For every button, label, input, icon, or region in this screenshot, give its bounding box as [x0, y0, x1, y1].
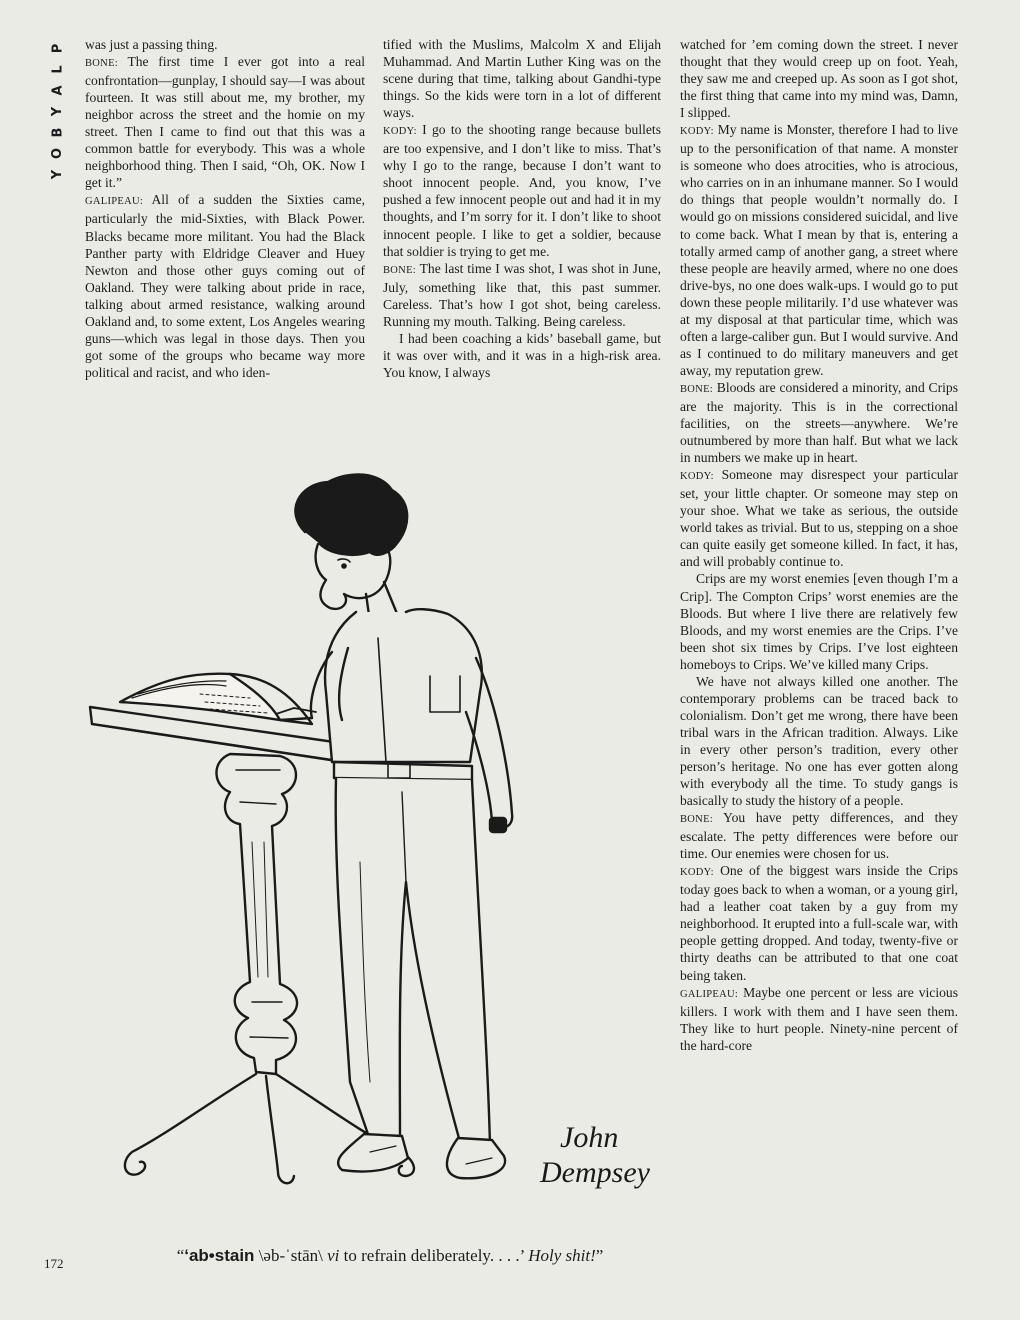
paragraph-text: Someone may disrespect your particular set, your little chapter. Or someone may step on your shoe. What we take as serious, the outside world takes as trivial. But to us, stepping on a shoe can quite easily get someone killed. In fact, it has, and will probably continue to. — [680, 467, 958, 570]
paragraph — [383, 330, 661, 381]
paragraph-text: Maybe one percent or less are vicious killers. I work with them and I have seen them. They like to hurt people. Ninety-nine percent of the hard-core — [680, 984, 959, 1053]
wordmark-letter: B — [50, 127, 66, 138]
caption-close-quote: ” — [595, 1246, 604, 1265]
paragraph — [383, 121, 661, 259]
speaker-label: KODY: — [680, 471, 714, 483]
paragraph — [383, 260, 661, 330]
caption-pronunciation: \əb-ˈstān\ — [258, 1246, 323, 1265]
speaker-label: BONE: — [85, 58, 118, 70]
paragraph — [680, 121, 958, 379]
paragraph-text: Bloods are considered a minority, and Crips are the majority. This is in the correctional facilities, on the streets—anywhere. We’re outnumbered by more than half. But what we lack in numbers we make up in heart. — [680, 379, 958, 466]
paragraph-text: All of a sudden the Sixties came, particularly the mid-Sixties, with Black Power. Blacks became more militant. You had the Black Panther party with Eldridge Cleaver and Huey Newton and those other guys coming out of Oakland. They were talking about pride in race, talking about armed resistance, walking around Oakland and, to some extent, Los Angeles wearing guns—which was legal in those days. Then you got some of the groups who became way more political and racist, and who iden- — [85, 192, 365, 380]
speaker-label: KODY: — [383, 126, 417, 138]
caption-definition: to refrain deliberately. . . .’ — [343, 1246, 524, 1265]
text-column-1 — [85, 36, 365, 381]
paragraph — [680, 809, 958, 862]
wordmark-letter: P — [50, 43, 66, 54]
caption-open-quote: “ — [176, 1246, 185, 1265]
speaker-label: GALIPEAU: — [85, 196, 144, 208]
text-column-2 — [383, 36, 661, 381]
paragraph-text: My name is Monster, therefore I had to live up to the personification of that name. A monster is someone who does atrocities, who is atrocious, who carries on in an inhumane manner. So I would do things that people wouldn’t normally do. I would go on missions considered suicidal, and live to come back. What I mean by that is, entering a totally armed camp of another gang, a street where these people are heavily armed, where no one does drive-bys, no one does walk-ups. I would go to put down these people militarily. I’d use whatever was at my disposal at that particular time, which was often a large-caliber gun. But I would survive. And as I continued to do military maneuvers and get away, my reputation grew. — [680, 122, 959, 378]
paragraph-text: watched for ’em coming down the street. I never thought that they would creep up on foot. Yeah, they saw me and creeped up. As soon as I got shot, the first thing that came into my mind was, Damn, I slipped. — [680, 37, 958, 121]
signature-last: Dempsey — [540, 1156, 650, 1189]
paragraph-text: was just a passing thing. — [85, 37, 218, 52]
speaker-label: KODY: — [680, 867, 714, 879]
cartoon-illustration — [80, 462, 660, 1222]
caption-part-of-speech: vi — [327, 1246, 340, 1265]
paragraph-text: We have not always killed one another. The contemporary problems can be traced back to colonialism. Don’t get me wrong, there have been tribal wars in the African tradition. Always. Like in every other person’s tradition, every other person’s heritage. No one has ever gotten along with everybody all the time. To study gangs is basically to study the history of a people. — [680, 673, 958, 809]
wordmark-letter: O — [50, 147, 66, 160]
paragraph-text: I go to the shooting range because bullets are too expensive, and I don’t like to miss. That’s why I go to the range, because I don’t want to shoot innocent people. And, you know, I’ve pushed a few innocent people out and had it in my thoughts, and I’m sorry for it. I don’t like to shoot innocent people. I like to get a soldier, because that soldier is trying to get me. — [383, 122, 661, 259]
speaker-label: KODY: — [680, 126, 714, 138]
text-column-3 — [680, 36, 958, 1054]
magazine-wordmark — [46, 38, 70, 185]
paragraph — [680, 862, 958, 983]
caption-exclamation: Holy shit! — [528, 1246, 596, 1265]
paragraph-text: You have petty differences, and they escalate. The petty differences were before our time. Our enemies were chosen for us. — [680, 810, 958, 862]
paragraph — [85, 191, 365, 381]
paragraph-text: Crips are my worst enemies [even though I’m a Crip]. The Compton Crips’ worst enemies are the Bloods. But where I live there are relatively few Bloods, and my worst enemies are the Crips. I’ve been shot six times by Crips. I’ve lost eighteen homeboys to Crips. We’ve killed many Crips. — [680, 571, 958, 672]
cartoon-caption — [110, 1246, 670, 1266]
wordmark-letter: Y — [50, 169, 66, 180]
signature-first: John — [560, 1121, 619, 1154]
paragraph — [383, 36, 661, 121]
man-figure-icon — [276, 474, 512, 1178]
speaker-label: BONE: — [680, 814, 713, 826]
paragraph — [680, 466, 958, 570]
wordmark-letter: L — [50, 65, 66, 74]
caption-headword: ‘ab•stain — [184, 1246, 255, 1265]
page-number: 172 — [44, 1256, 64, 1271]
speaker-label: BONE: — [383, 264, 416, 276]
paragraph — [85, 53, 365, 191]
paragraph-text: I had been coaching a kids’ baseball game, but it was over with, and it was in a high-risk area. You know, I always — [383, 330, 661, 380]
paragraph-text: The last time I was shot, I was shot in June, July, something like that, this past summer. Careless. That’s how I got shot, being careless. Running my mouth. Talking. Being careless. — [383, 260, 661, 329]
speaker-label: GALIPEAU: — [680, 988, 739, 1000]
paragraph — [680, 36, 958, 121]
paragraph-text: The first time I ever got into a real confrontation—gunplay, I should say—I was about fourteen. It was still about me, my brother, my neighbor across the street and the homie on my street. Then I came to find out that this was a common battle for everybody. This was a whole neighborhood thing. Then I said, “Oh, OK. Now I get it.” — [85, 54, 365, 191]
paragraph — [680, 379, 958, 466]
paragraph — [680, 570, 958, 672]
paragraph-text: One of the biggest wars inside the Crips today goes back to when a woman, or a young girl, had a leather coat taken by a guy from my neighborhood. It erupted into a full-scale war, with people getting dropped. And today, twenty-five or thirty deaths can be attributed to that one coat being taken. — [680, 863, 959, 983]
wordmark-letter: Y — [50, 106, 66, 117]
speaker-label: BONE: — [680, 383, 713, 395]
paragraph — [680, 673, 958, 809]
paragraph — [680, 984, 958, 1054]
paragraph-text: tified with the Muslims, Malcolm X and Elijah Muhammad. And Martin Luther King was on the scene during that time, talking about Gandhi-type things. So the kids were torn in a lot of different ways. — [383, 37, 661, 121]
wordmark-letter: A — [50, 85, 66, 96]
artist-signature — [539, 1121, 651, 1189]
paragraph — [85, 36, 365, 53]
